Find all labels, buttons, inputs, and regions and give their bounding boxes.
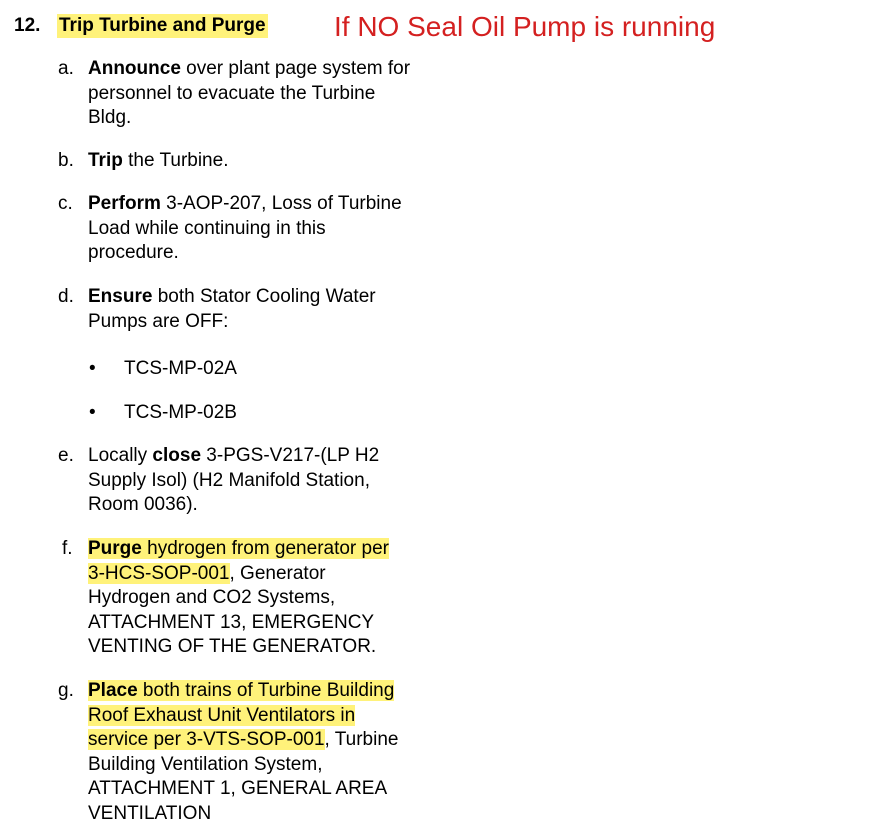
substep-line: over plant page system for bbox=[180, 58, 411, 79]
substep-letter: g. bbox=[58, 680, 74, 701]
substep-line: ATTACHMENT 13, EMERGENCY bbox=[88, 611, 375, 633]
substep-line: Building Ventilation System, bbox=[88, 753, 323, 775]
substep-line: 3-AOP-207, Loss of Turbine bbox=[160, 193, 402, 214]
substep-line: personnel to evacuate the Turbine bbox=[88, 82, 376, 104]
action-verb: Trip bbox=[88, 150, 123, 171]
step-number: 12. bbox=[14, 15, 41, 36]
substep-line: both Stator Cooling Water bbox=[152, 286, 376, 307]
substep-line: Supply Isol) (H2 Manifold Station, bbox=[88, 469, 370, 491]
substep-line: Hydrogen and CO2 Systems, bbox=[88, 587, 336, 608]
substep-text bbox=[88, 679, 478, 826]
action-verb: Perform bbox=[88, 193, 161, 214]
substep-text bbox=[88, 444, 478, 518]
highlighted-text: hydrogen from generator per bbox=[141, 538, 389, 559]
substep-line: Pumps are OFF: bbox=[88, 310, 229, 332]
step-title: Trip Turbine and Purge bbox=[59, 15, 266, 36]
bullet-icon: • bbox=[89, 402, 96, 423]
action-verb: Announce bbox=[88, 58, 181, 79]
substep-letter: d. bbox=[58, 286, 74, 307]
substep-text bbox=[88, 537, 478, 660]
component-id: TCS-MP-02A bbox=[124, 358, 237, 379]
substep-line: , Generator bbox=[229, 562, 326, 584]
substep-text bbox=[88, 57, 478, 131]
substep-text bbox=[88, 149, 478, 174]
step-header bbox=[0, 8, 882, 48]
component-id: TCS-MP-02B bbox=[124, 402, 237, 423]
substep-text bbox=[88, 192, 478, 266]
procedure-reference: service per 3-VTS-SOP-001 bbox=[88, 729, 325, 750]
substep-letter: c. bbox=[58, 193, 73, 214]
substep-line: Room 0036). bbox=[88, 494, 198, 515]
handwritten-annotation: If NO Seal Oil Pump is running bbox=[334, 11, 716, 42]
substep-text bbox=[88, 285, 478, 334]
substep-letter: f. bbox=[62, 538, 73, 559]
substep-line: Bldg. bbox=[88, 107, 132, 128]
substep-line: Load while continuing in this bbox=[88, 217, 326, 239]
substep-line: VENTING OF THE GENERATOR. bbox=[88, 636, 377, 657]
substep-letter: b. bbox=[58, 150, 74, 171]
substep-line: Locally bbox=[88, 445, 153, 466]
action-verb: Place bbox=[88, 680, 138, 701]
substep-letter: e. bbox=[58, 445, 74, 466]
substep-line: procedure. bbox=[88, 242, 179, 263]
procedure-reference: 3-HCS-SOP-001 bbox=[88, 562, 230, 584]
substep-line: , Turbine bbox=[324, 729, 399, 750]
bullet-icon: • bbox=[89, 358, 96, 379]
action-verb: Ensure bbox=[88, 286, 153, 307]
substep-letter: a. bbox=[58, 58, 74, 79]
substep-line: 3-PGS-V217-(LP H2 bbox=[201, 445, 380, 466]
substep-line: VENTILATION bbox=[88, 802, 212, 824]
highlighted-text: Roof Exhaust Unit Ventilators in bbox=[88, 704, 356, 726]
substep-line: ATTACHMENT 1, GENERAL AREA bbox=[88, 778, 388, 799]
highlighted-text: both trains of Turbine Building bbox=[137, 680, 395, 701]
bullet-item bbox=[0, 356, 882, 382]
substep-line: the Turbine. bbox=[122, 150, 229, 171]
action-verb: Purge bbox=[88, 538, 142, 559]
action-verb: close bbox=[152, 445, 202, 466]
bullet-item bbox=[0, 400, 882, 426]
